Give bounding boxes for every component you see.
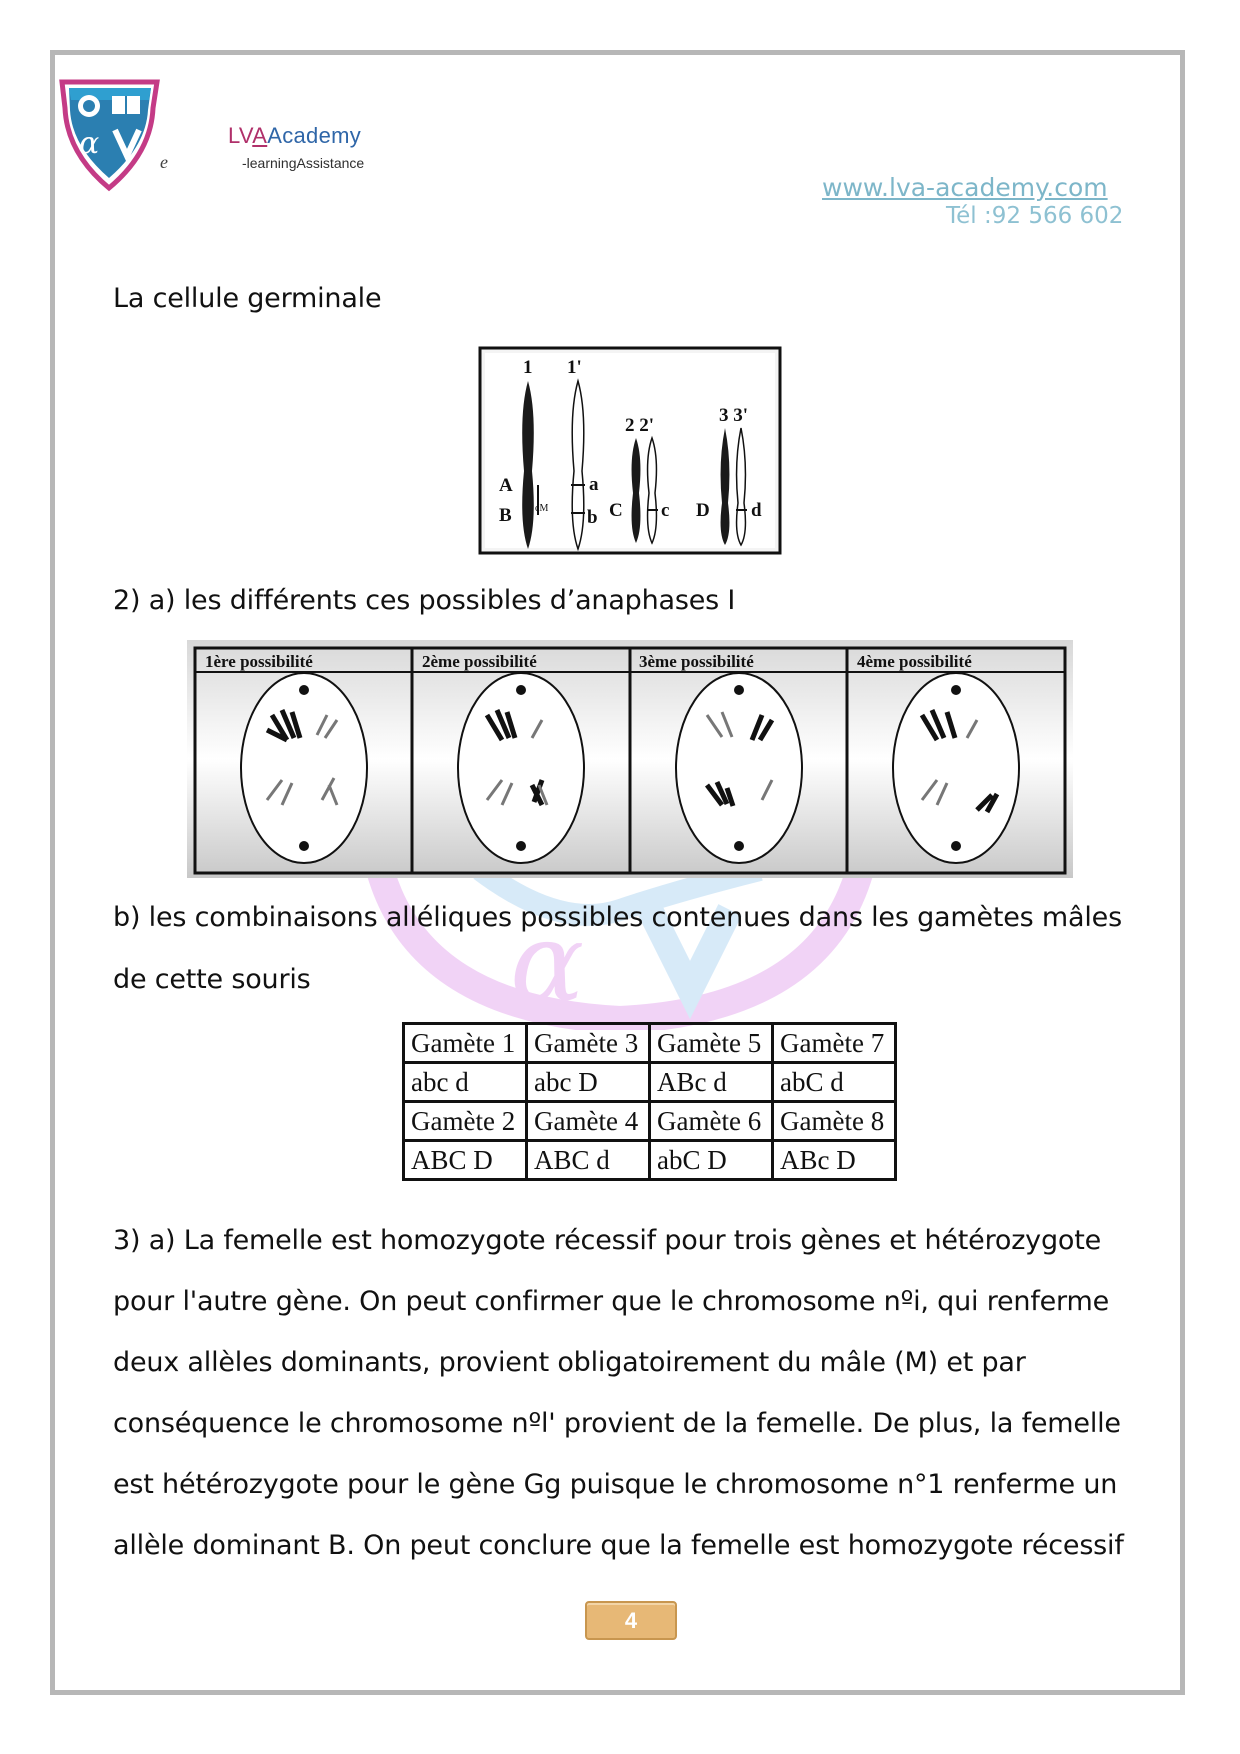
label-33p: 3 3' [719,405,749,426]
table-row [404,1141,896,1180]
chromosome-1 [522,381,534,549]
page-number: 4 [585,1601,677,1640]
label-22p: 2 2' [625,415,655,436]
label-B: B [499,505,512,526]
label-cM: cM [535,503,549,514]
q3-line-2: pour l'autre gène. On peut confirmer que le chromosome nºi, qui renferme [113,1286,1109,1317]
section-title: La cellule germinale [113,283,382,314]
table-row [404,1102,896,1141]
watermark-logo [360,870,880,1030]
label-C: C [609,500,623,521]
cell-2 [458,673,584,863]
chromosome-2 [632,438,641,543]
q3-line-1: 3) a) La femelle est homozygote récessif pour trois gènes et hétérozygote [113,1225,1102,1256]
possibility-header-2: 2ème possibilité [422,652,537,671]
label-A: A [499,475,513,496]
label-1p: 1' [567,357,582,378]
academy-logo [57,78,187,198]
cell-4 [893,673,1019,863]
table-cell: ABc d [650,1063,773,1102]
question-2b-line1: b) les combinaisons alléliques possibles contenues dans les gamètes mâles [113,902,1122,933]
table-cell: abC d [773,1063,896,1102]
possibility-header-4: 4ème possibilité [857,652,972,671]
table-cell: Gamète 2 [404,1102,527,1141]
question-2a: 2) a) les différents ces possibles d’anaphases I [113,585,736,616]
brand-a: A [252,123,268,148]
anaphase-figure [187,640,1073,878]
gametes-table [402,1022,897,1181]
website-link[interactable]: www.lva-academy.com [822,173,1108,202]
cell-1 [241,673,367,863]
table-cell: abC D [650,1141,773,1180]
possibility-header-1: 1ère possibilité [205,652,313,671]
phone-number: Tél :92 566 602 [946,203,1124,229]
chromosome-figure [475,343,785,558]
label-b: b [587,507,598,528]
label-1: 1 [523,357,533,378]
table-cell: Gamète 6 [650,1102,773,1141]
q3-line-5: est hétérozygote pour le gène Gg puisque le chromosome n°1 renferme un [113,1469,1118,1500]
table-cell: Gamète 3 [527,1024,650,1063]
label-D: D [696,500,710,521]
table-cell: ABC D [404,1141,527,1180]
q3-line-6: allèle dominant B. On peut conclure que la femelle est homozygote récessif [113,1530,1124,1561]
q3-line-3: deux allèles dominants, provient obligatoirement du mâle (M) et par [113,1347,1026,1378]
label-c: c [661,500,670,521]
table-cell: Gamète 5 [650,1024,773,1063]
chromosome-3p [737,428,746,545]
table-cell: Gamète 1 [404,1024,527,1063]
question-2b-line2: de cette souris [113,964,311,995]
label-d: d [751,500,762,521]
table-row [404,1024,896,1063]
table-cell: abc D [527,1063,650,1102]
cell-3 [676,673,802,863]
brand-lv: LV [228,123,253,148]
label-a: a [589,474,599,495]
table-cell: ABc D [773,1141,896,1180]
svg-text:α: α [79,126,100,161]
brand-academy: Academy [267,123,362,148]
chromosome-1p [572,381,584,549]
svg-text:α: α [510,898,585,1026]
table-cell: ABC d [527,1141,650,1180]
brand-name [228,123,361,149]
brand-tagline: -learningAssistance [242,155,365,171]
table-row [404,1063,896,1102]
chromosome-2p [648,438,657,543]
possibility-header-3: 3ème possibilité [639,652,754,671]
table-cell: Gamète 8 [773,1102,896,1141]
table-cell: abc d [404,1063,527,1102]
q3-line-4: conséquence le chromosome nºl' provient de la femelle. De plus, la femelle [113,1408,1121,1439]
table-cell: Gamète 4 [527,1102,650,1141]
table-cell: Gamète 7 [773,1024,896,1063]
logo-e-letter: e [160,152,168,172]
